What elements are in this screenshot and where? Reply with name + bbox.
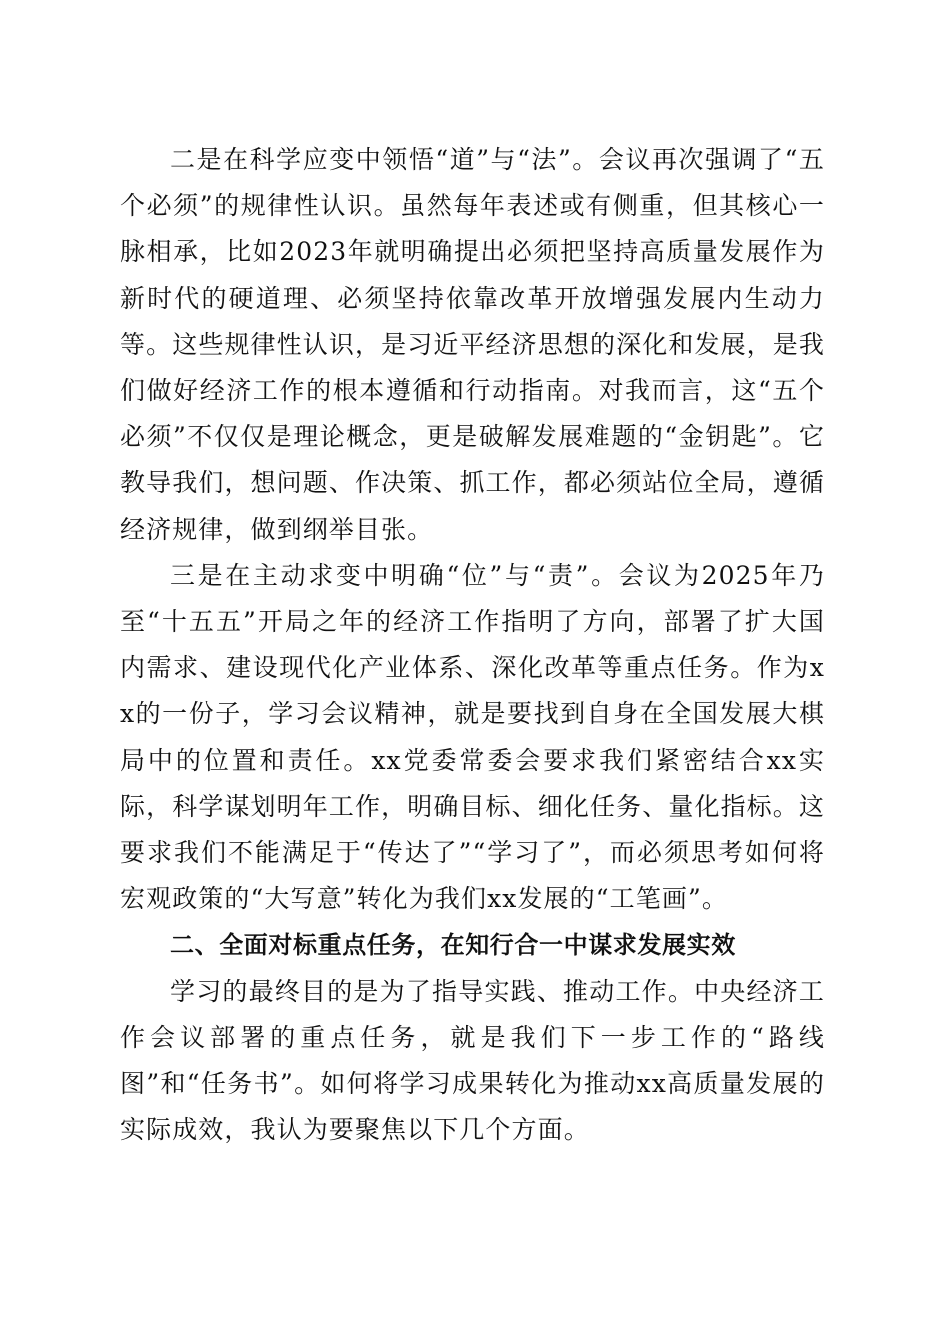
paragraph-lead: 二是在科学应变中领悟“道”与“法”。: [170, 145, 599, 174]
paragraph-lead: 三是在主动求变中明确“位”与“责”。: [170, 560, 619, 590]
paragraph-wei-yu-ze: [120, 553, 825, 923]
paragraph-text: 会议再次强调了“五个必须”的规律性认识。虽然每年表述或有侧重，但其核心一脉相承，比如2023年就明确提出必须把坚持高质量发展作为新时代的硬道理、必须坚持依靠改革开放增强发展内生动力等。这些规律性认识，是习近平经济思想的深化和发展，是我们做好经济工作的根本遵循和行动指南。对我而言，这“五个必须”不仅仅是理论概念，更是破解发展难题的“金钥匙”。它教导我们，想问题、作决策、抓工作，都必须站位全局，遵循经济规律，做到纲举目张。: [120, 145, 825, 544]
paragraph-text: 会议为2025年乃至“十五五”开局之年的经济工作指明了方向，部署了扩大国内需求、建设现代化产业体系、深化改革等重点任务。作为xx的一份子，学习会议精神，就是要找到自身在全国发展大棋局中的位置和责任。xx党委常委会要求我们紧密结合xx实际，科学谋划明年工作，明确目标、细化任务、量化指标。这要求我们不能满足于“传达了”“学习了”，而必须思考如何将宏观政策的“大写意”转化为我们xx发展的“工笔画”。: [120, 560, 825, 914]
document-body: [120, 137, 825, 1153]
section-heading: 二、全面对标重点任务，在知行合一中谋求发展实效: [170, 931, 736, 960]
paragraph-closing: 学习的最终目的是为了指导实践、推动工作。中央经济工作会议部署的重点任务，就是我们下一步工作的“路线图”和“任务书”。如何将学习成果转化为推动xx高质量发展的实际成效，我认为要聚焦以下几个方面。: [120, 976, 825, 1145]
paragraph-dao-yu-fa: [120, 137, 825, 553]
